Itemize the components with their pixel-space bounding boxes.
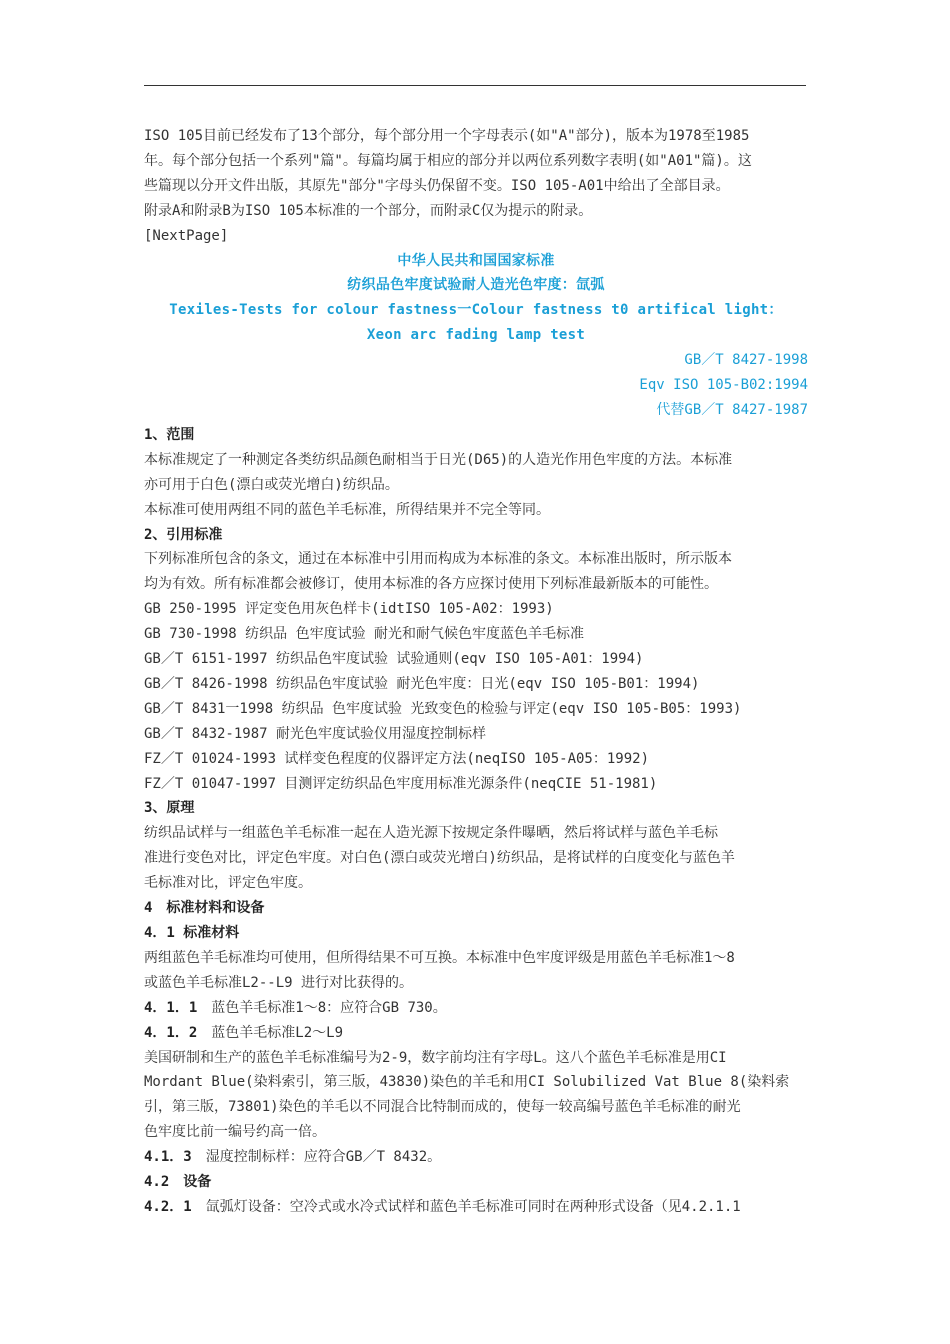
scope-line: 亦可用于白色(漂白或荧光增白)纺织品。 [144,476,399,493]
clause-text: 蓝色羊毛标准L2～L9 [197,1024,344,1041]
standard-title-en-2: Xeon arc fading lamp test [366,327,586,344]
scope-line: 本标准规定了一种测定各类纺织品颜色耐相当于日光(D65)的人造光作用色牢度的方法。本标准 [144,451,733,468]
clause-line: 美国研制和生产的蓝色羊毛标准编号为2-9，数字前均注有字母L。这八个蓝色羊毛标准是用CI [144,1049,727,1066]
clause-4-1-3 [144,1145,808,1170]
reference-item: GB／T 8432-1987 耐光色牢度试验仪用湿度控制标样 [144,725,487,742]
principle-line: 纺织品试样与一组蓝色羊毛标准一起在人造光源下按规定条件曝晒，然后将试样与蓝色羊毛标 [144,825,718,842]
reference-item: GB／T 6151-1997 纺织品色牢度试验 试验通则(eqv ISO 105-A01：1994) [144,651,644,668]
standard-title-cn: 中华人民共和国国家标准 [397,252,555,269]
clause-text: 氙弧灯设备：空冷式或水冷式试样和蓝色羊毛标准可同时在两种形式设备（见4.2.1.1 [191,1198,741,1215]
clause-4-2-1 [144,1195,808,1220]
clause-4-1-1 [144,996,808,1021]
standard-code: GB／T 8427-1998 [684,352,808,369]
reference-item: GB 730-1998 纺织品 色牢度试验 耐光和耐气候色牢度蓝色羊毛标准 [144,626,585,643]
section-heading-materials: 4 标准材料和设备 [144,900,265,917]
next-page-marker: [NextPage] [144,227,229,244]
section-heading-scope: 1、范围 [144,426,195,443]
standard-title-en-1: Texiles-Tests for colour fastness一Colour fastness t0 artifical light： [169,302,783,319]
intro-line: 附录A和附录B为ISO 105本标准的一个部分，而附录C仅为提示的附录。 [144,202,593,219]
clause-4-1-2 [144,1021,808,1046]
reference-item: FZ／T 01047-1997 目测评定纺织品色牢度用标准光源条件(neqCIE 51-1981) [144,775,658,792]
reference-item: GB／T 8426-1998 纺织品色牢度试验 耐光色牢度：日光(eqv ISO 105-B01：1994) [144,675,700,692]
reference-item: GB／T 8431一1998 纺织品 色牢度试验 光致变色的检验与评定(eqv ISO 105-B05：1993) [144,700,742,717]
materials-line: 或蓝色羊毛标准L2--L9 进行对比获得的。 [144,974,414,991]
subsection-heading-materials: 4．1 标准材料 [144,925,240,941]
references-line: 均为有效。所有标准都会被修订，使用本标准的各方应探讨使用下列标准最新版本的可能性。 [144,576,718,593]
clause-number: 4．1．1 [144,999,198,1016]
clause-line: 引，第三版，73801)染色的羊毛以不同混合比特制而成的，使每一较高编号蓝色羊毛标准的耐光 [144,1099,741,1116]
intro-line: 些篇现以分开文件出版，其原先"部分"字母头仍保留不变。ISO 105-A01中给出了全部目录。 [144,177,730,194]
section-heading-references: 2、引用标准 [144,526,223,543]
section-heading-principle: 3、原理 [144,800,195,817]
clause-line: 色牢度比前一编号约高一倍。 [144,1124,326,1141]
materials-line: 两组蓝色羊毛标准均可使用，但所得结果不可互换。本标准中色牢度评级是用蓝色羊毛标准1～8 [144,949,735,966]
reference-item: FZ／T 01024-1993 试样变色程度的仪器评定方法(neqISO 105-A05：1992) [144,750,650,767]
principle-line: 毛标准对比，评定色牢度。 [144,875,312,892]
clause-number: 4．1．2 [144,1024,198,1041]
clause-text: 蓝色羊毛标准1～8：应符合GB 730。 [197,999,447,1016]
intro-line: 年。每个部分包括一个系列"篇"。每篇均属于相应的部分并以两位系列数字表明(如"A01"篇)。这 [144,152,752,169]
scope-line: 本标准可使用两组不同的蓝色羊毛标准，所得结果并不完全等同。 [144,501,550,518]
standard-subtitle-cn: 纺织品色牢度试验耐人造光色牢度：氙弧 [347,277,605,294]
clause-number: 4.1．3 [144,1149,192,1166]
document-body [144,124,808,1220]
clause-number: 4.2．1 [144,1198,192,1215]
header-rule [144,85,806,86]
intro-line: ISO 105目前已经发布了13个部分，每个部分用一个字母表示(如"A"部分)，版本为1978至1985 [144,128,750,144]
references-line: 下列标准所包含的条文，通过在本标准中引用而构成为本标准的条文。本标准出版时，所示版本 [144,551,732,568]
replaces-code: 代替GB／T 8427-1987 [656,401,808,418]
clause-text: 湿度控制标样：应符合GB／T 8432。 [191,1149,442,1166]
clause-line: Mordant Blue(染料索引，第三版，43830)染色的羊毛和用CI Solubilized Vat Blue 8(染料索 [144,1074,790,1091]
equivalent-code: Eqv ISO 105-B02:1994 [639,377,808,394]
reference-item: GB 250-1995 评定变色用灰色样卡(idtISO 105-A02：1993) [144,601,554,618]
principle-line: 准进行变色对比，评定色牢度。对白色(漂白或荧光增白)纺织品，是将试样的白度变化与蓝色羊 [144,850,735,867]
subsection-heading-equipment: 4.2 设备 [144,1174,212,1191]
